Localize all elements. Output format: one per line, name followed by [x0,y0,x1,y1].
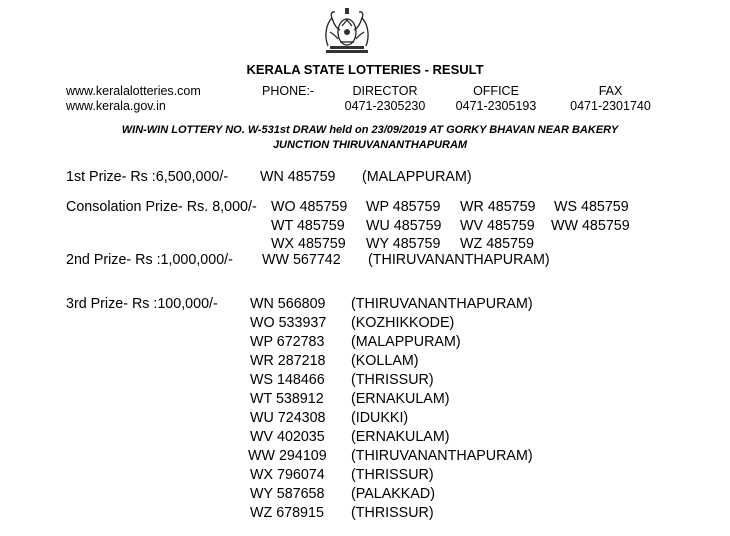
third-prize-place: (THRISSUR) [351,372,434,388]
consolation-ticket: WY 485759 [366,236,441,252]
director-label: DIRECTOR [352,84,418,98]
third-prize-place: (ERNAKULAM) [351,391,450,407]
third-prize-ticket: WR 287218 [250,353,326,369]
third-prize-place: (IDUKKI) [351,410,409,426]
consolation-ticket: WP 485759 [366,199,441,215]
consolation-ticket: WO 485759 [271,199,348,215]
first-prize-label: 1st Prize- Rs :6,500,000/- [66,169,229,185]
website-link-gov[interactable]: www.kerala.gov.in [66,99,166,113]
consolation-ticket: WV 485759 [460,218,535,234]
third-prize-ticket: WW 294109 [248,448,327,464]
consolation-ticket: WW 485759 [551,218,630,234]
consolation-ticket: WZ 485759 [460,236,534,252]
consolation-ticket: WS 485759 [554,199,629,215]
phone-label: PHONE:- [262,84,315,98]
third-prize-ticket: WT 538912 [250,391,324,407]
office-phone: 0471-2305193 [455,99,537,113]
third-prize-place: (KOZHIKKODE) [351,315,455,331]
consolation-ticket: WR 485759 [460,199,536,215]
second-prize-place: (THIRUVANANTHAPURAM) [368,252,550,268]
third-prize-ticket: WX 796074 [250,467,325,483]
third-prize-place: (THIRUVANANTHAPURAM) [351,296,533,312]
third-prize-ticket: WN 566809 [250,296,326,312]
consolation-ticket: WX 485759 [271,236,346,252]
first-prize-ticket: WN 485759 [260,169,336,185]
third-prize-place: (MALAPPURAM) [351,334,461,350]
office-label: OFFICE [473,84,519,98]
kerala-state-emblem [318,6,376,60]
third-prize-ticket: WP 672783 [250,334,325,350]
third-prize-place: (KOLLAM) [351,353,419,369]
third-prize-ticket: WV 402035 [250,429,325,445]
third-prize-ticket: WO 533937 [250,315,327,331]
draw-info-line2: JUNCTION THIRUVANANTHAPURAM [272,139,468,151]
website-link-lotteries[interactable]: www.keralalotteries.com [66,84,201,98]
third-prize-place: (PALAKKAD) [351,486,435,502]
page-title: KERALA STATE LOTTERIES - RESULT [246,62,484,77]
third-prize-place: (ERNAKULAM) [351,429,450,445]
consolation-ticket: WT 485759 [271,218,345,234]
third-prize-place: (THRISSUR) [351,505,434,521]
second-prize-label: 2nd Prize- Rs :1,000,000/- [66,252,233,268]
third-prize-place: (THRISSUR) [351,467,434,483]
third-prize-ticket: WU 724308 [250,410,326,426]
third-prize-label: 3rd Prize- Rs :100,000/- [66,296,218,312]
third-prize-ticket: WZ 678915 [250,505,324,521]
fax-label: FAX [598,84,623,98]
draw-info-line1: WIN-WIN LOTTERY NO. W-531st DRAW held on 23/09/2019 AT GORKY BHAVAN NEAR BAKERY [121,124,619,136]
second-prize-ticket: WW 567742 [262,252,341,268]
third-prize-ticket: WS 148466 [250,372,325,388]
director-phone: 0471-2305230 [344,99,426,113]
third-prize-place: (THIRUVANANTHAPURAM) [351,448,533,464]
fax-number: 0471-2301740 [570,99,651,113]
consolation-prize-label: Consolation Prize- Rs. 8,000/- [66,199,257,215]
consolation-ticket: WU 485759 [366,218,442,234]
third-prize-ticket: WY 587658 [250,486,325,502]
first-prize-place: (MALAPPURAM) [362,169,472,185]
